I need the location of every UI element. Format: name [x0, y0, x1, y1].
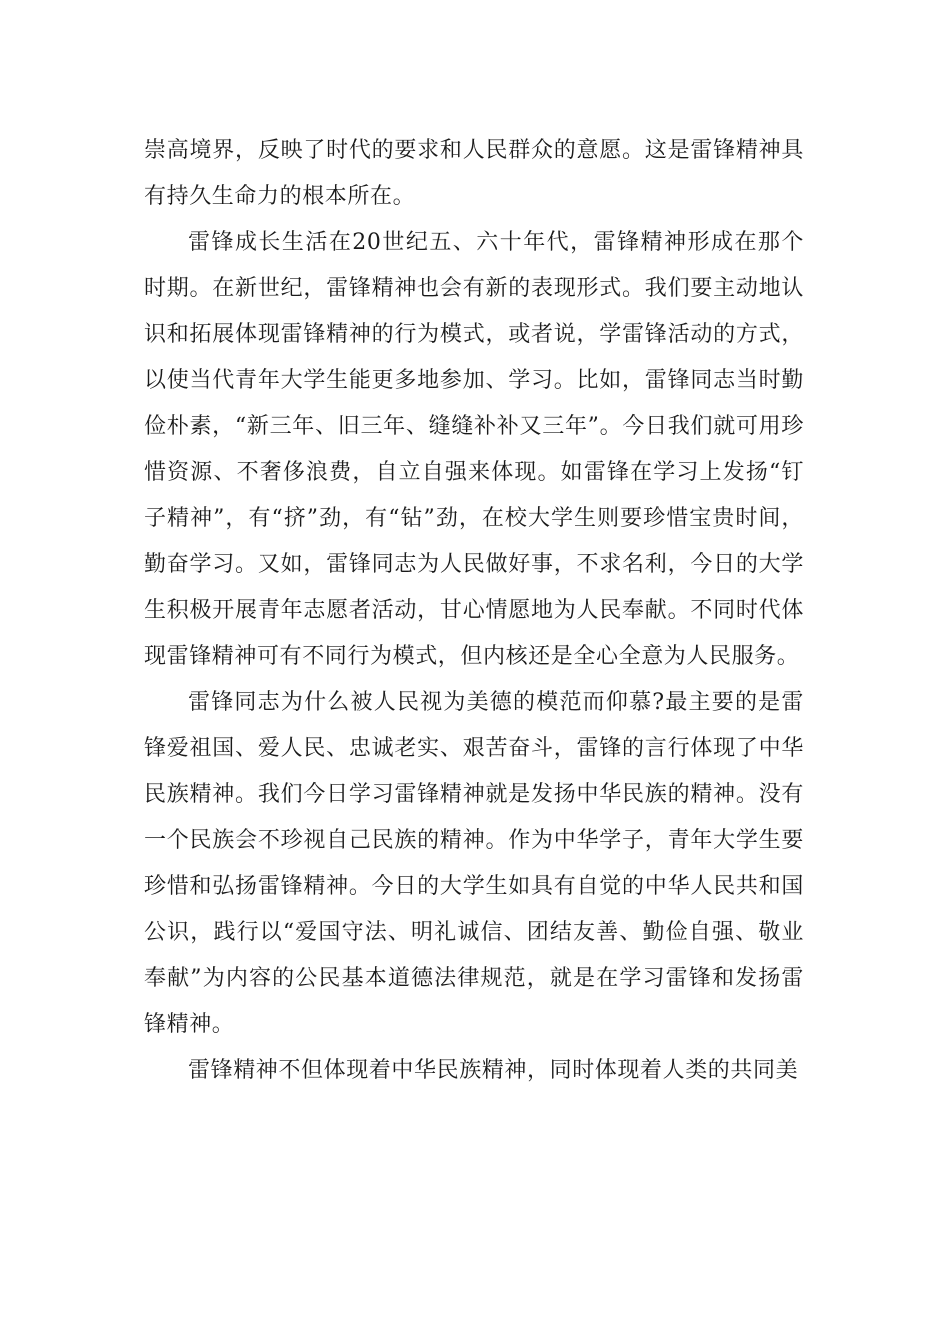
paragraph-4: 雷锋精神不但体现着中华民族精神，同时体现着人类的共同美	[188, 1058, 799, 1083]
document-body	[144, 128, 804, 1094]
paragraph-2: 雷锋成长生活在20世纪五、六十年代，雷锋精神形成在那个时期。在新世纪，雷锋精神也会有新的表现形式。我们要主动地认识和拓展体现雷锋精神的行为模式，或者说，学雷锋活动的方式，以使当代青年大学生能更多地参加、学习。比如，雷锋同志当时勤俭朴素，“新三年、旧三年、缝缝补补又三年”。今日我们就可用珍惜资源、不奢侈浪费，自立自强来体现。如雷锋在学习上发扬“钉子精神”，有“挤”劲，有“钻”劲，在校大学生则要珍惜宝贵时间，勤奋学习。又如，雷锋同志为人民做好事，不求名利，今日的大学生积极开展青年志愿者活动，甘心情愿地为人民奉献。不同时代体现雷锋精神可有不同行为模式，但内核还是全心全意为人民服务。	[144, 230, 804, 669]
paragraph-1: 崇高境界，反映了时代的要求和人民群众的意愿。这是雷锋精神具有持久生命力的根本所在。	[144, 138, 804, 209]
paragraph-3: 雷锋同志为什么被人民视为美德的模范而仰慕?最主要的是雷锋爱祖国、爱人民、忠诚老实、艰苦奋斗，雷锋的言行体现了中华民族精神。我们今日学习雷锋精神就是发扬中华民族的精神。没有一个民族会不珍视自己民族的精神。作为中华学子，青年大学生要珍惜和弘扬雷锋精神。今日的大学生如具有自觉的中华人民共和国公识，践行以“爱国守法、明礼诚信、团结友善、勤俭自强、敬业奉献”为内容的公民基本道德法律规范，就是在学习雷锋和发扬雷锋精神。	[144, 690, 804, 1037]
